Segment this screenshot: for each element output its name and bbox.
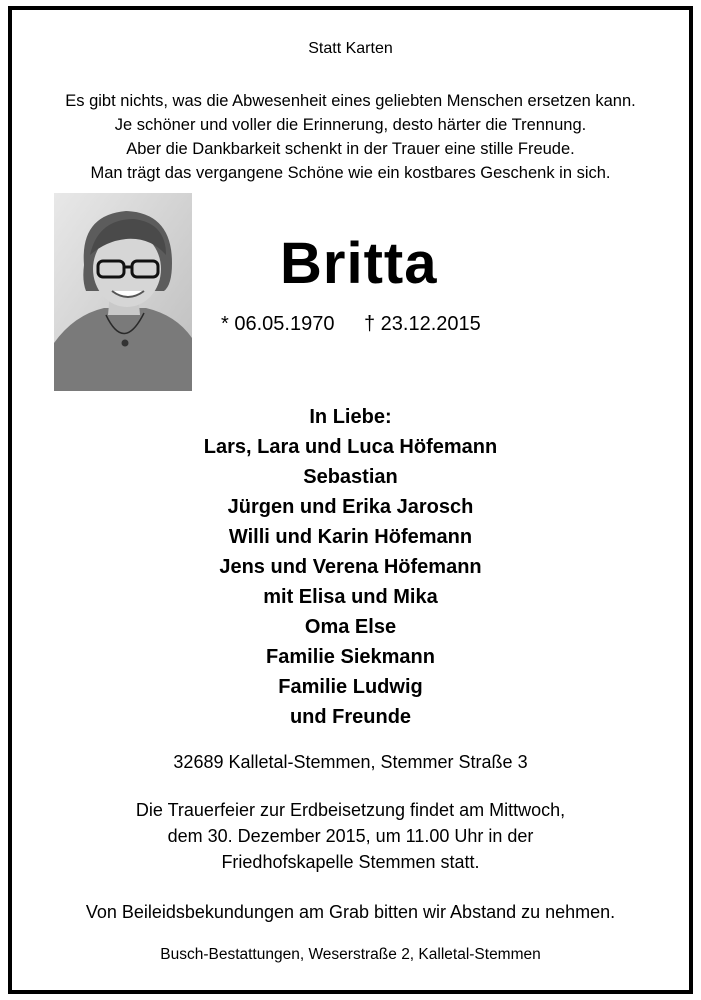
memorial-quote xyxy=(0,89,701,185)
birth-date: * 06.05.1970 xyxy=(221,313,335,335)
condolence-note: Von Beileidsbekundungen am Grab bitten wir Abstand zu nehmen. xyxy=(85,902,616,922)
quote-line: Es gibt nichts, was die Abwesenheit eines geliebten Menschen ersetzen kann. xyxy=(65,92,636,110)
mourner-line: Jens und Verena Höfemann xyxy=(219,556,482,578)
mourner-line: Familie Ludwig xyxy=(278,676,423,698)
undertaker-info: Busch-Bestattungen, Weserstraße 2, Kalletal-Stemmen xyxy=(160,946,541,963)
mourner-line: Sebastian xyxy=(303,466,398,488)
mourner-line: Oma Else xyxy=(304,616,397,638)
ceremony-line: Die Trauerfeier zur Erdbeisetzung findet am Mittwoch, xyxy=(135,800,566,820)
deceased-name: Britta xyxy=(280,231,438,296)
ceremony-info xyxy=(0,797,701,875)
mourner-line: Lars, Lara und Luca Höfemann xyxy=(203,436,498,458)
ceremony-line: Friedhofskapelle Stemmen statt. xyxy=(221,852,480,872)
mourner-line: Jürgen und Erika Jarosch xyxy=(227,496,474,518)
mourner-line: Familie Siekmann xyxy=(266,646,435,668)
portrait-photo xyxy=(54,193,192,391)
mourner-line: Willi und Karin Höfemann xyxy=(228,526,473,548)
mourner-line: mit Elisa und Mika xyxy=(263,586,438,608)
quote-line: Je schöner und voller die Erinnerung, desto härter die Trennung. xyxy=(114,116,587,134)
header-text: Statt Karten xyxy=(308,40,393,57)
quote-line: Man trägt das vergangene Schöne wie ein kostbares Geschenk in sich. xyxy=(90,164,611,182)
mourners-list xyxy=(0,402,701,732)
portrait-image xyxy=(54,193,192,391)
mourner-line: In Liebe: xyxy=(309,406,392,428)
mourner-line: und Freunde xyxy=(289,706,412,728)
quote-line: Aber die Dankbarkeit schenkt in der Trauer eine stille Freude. xyxy=(126,140,575,158)
death-date: † 23.12.2015 xyxy=(364,313,481,335)
family-address: 32689 Kalletal-Stemmen, Stemmer Straße 3 xyxy=(173,752,528,772)
ceremony-line: dem 30. Dezember 2015, um 11.00 Uhr in der xyxy=(167,826,534,846)
